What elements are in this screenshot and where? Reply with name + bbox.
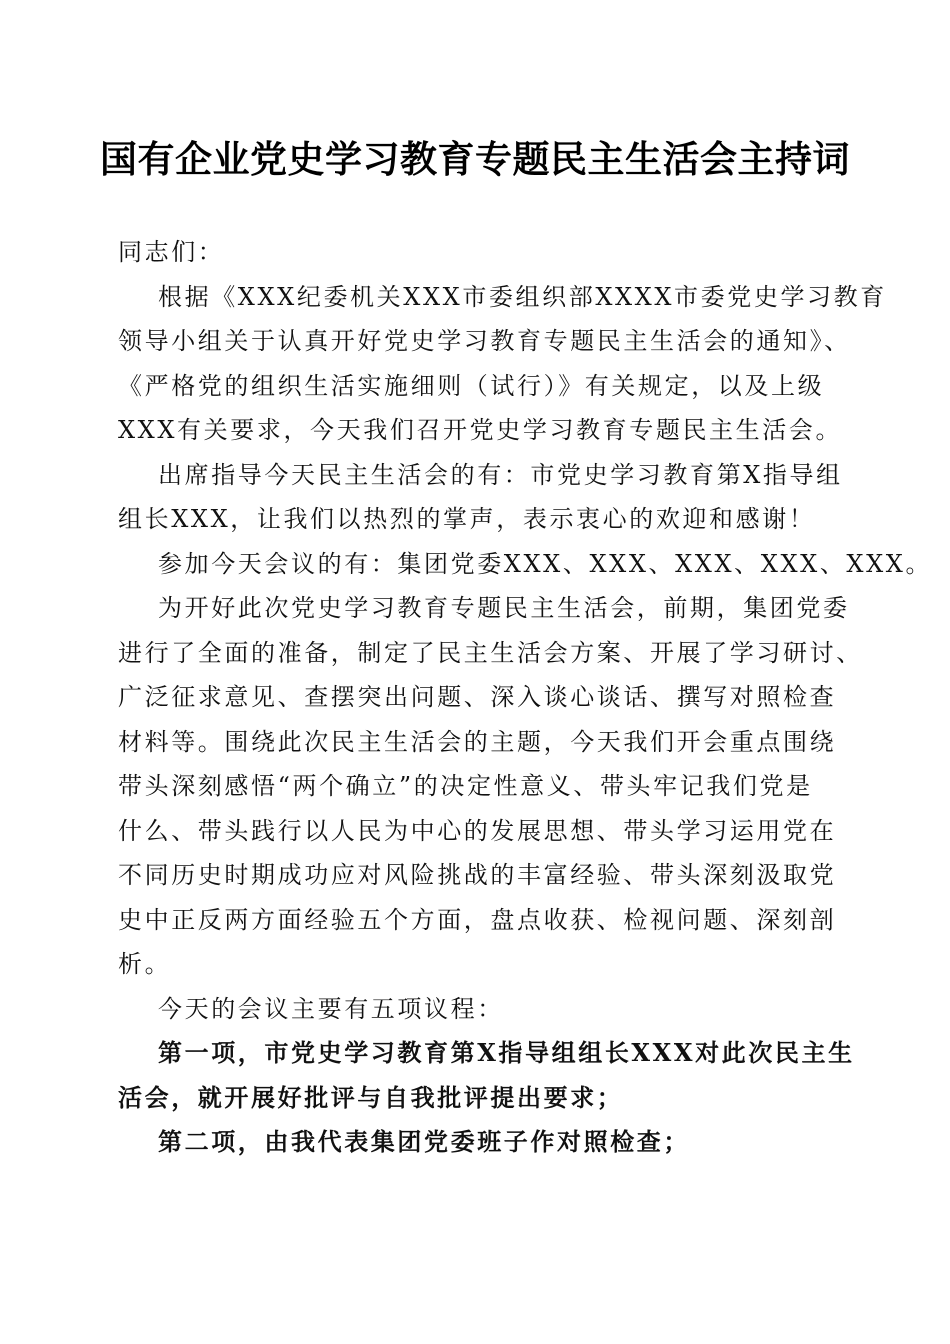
paragraph-line: 第二项，由我代表集团党委班子作对照检查；	[158, 1127, 690, 1156]
salutation: 同志们：	[118, 238, 225, 266]
document-body	[118, 230, 933, 1165]
paragraph-line: 参加今天会议的有：集团党委XXX、XXX、XXX、XXX、XXX。	[158, 549, 933, 578]
paragraph-line: 史中正反两方面经验五个方面，盘点收获、检视问题、深刻剖	[118, 905, 837, 934]
paragraph-basis	[118, 275, 887, 453]
paragraph-agenda-item-1	[118, 1031, 855, 1120]
paragraph-line: 出席指导今天民主生活会的有：市党史学习教育第X指导组	[158, 460, 843, 489]
paragraph-line: 第一项，市党史学习教育第X指导组组长XXX对此次民主生	[158, 1038, 855, 1067]
paragraph-line: 不同历史时期成功应对风险挑战的丰富经验、带头深刻汲取党	[118, 861, 837, 889]
paragraph-line: 什么、带头践行以人民为中心的发展思想、带头学习运用党在	[118, 816, 837, 845]
paragraph-line: 广泛征求意见、查摆突出问题、深入谈心谈话、撰写对照检查	[118, 683, 837, 711]
paragraph-line: 材料等。围绕此次民主生活会的主题，今天我们开会重点围绕	[118, 727, 837, 756]
paragraph-line: 进行了全面的准备，制定了民主生活会方案、开展了学习研讨、	[118, 638, 863, 667]
paragraph-guests	[118, 453, 843, 542]
paragraph-line: 领导小组关于认真开好党史学习教育专题民主生活会的通知》、	[118, 327, 851, 355]
paragraph-agenda-item-2	[118, 1120, 830, 1165]
paragraph-line: 《严格党的组织生活实施细则（试行）》有关规定，以及上级	[118, 371, 825, 400]
paragraph-line: 今天的会议主要有五项议程：	[158, 994, 504, 1023]
document-title: 国有企业党史学习教育专题民主生活会主持词	[100, 137, 850, 181]
paragraph-attendees	[118, 542, 933, 587]
paragraph-line: 活会，就开展好批评与自我批评提出要求；	[118, 1082, 624, 1112]
paragraph-line: 根据《XXX纪委机关XXX市委组织部XXXX市委党史学习教育	[158, 282, 887, 311]
paragraph-line: 为开好此次党史学习教育专题民主生活会，前期，集团党委	[158, 594, 850, 622]
paragraph-line: 组长XXX，让我们以热烈的掌声，表示衷心的欢迎和感谢！	[118, 505, 816, 533]
paragraph-line: 带头深刻感悟“两个确立”的决定性意义、带头牢记我们党是	[118, 772, 813, 800]
paragraph-preparation	[118, 586, 863, 987]
paragraph-line: XXX有关要求，今天我们召开党史学习教育专题民主生活会。	[118, 416, 843, 444]
paragraph-line: 析。	[118, 950, 172, 978]
paragraph-agenda-intro	[118, 987, 830, 1032]
